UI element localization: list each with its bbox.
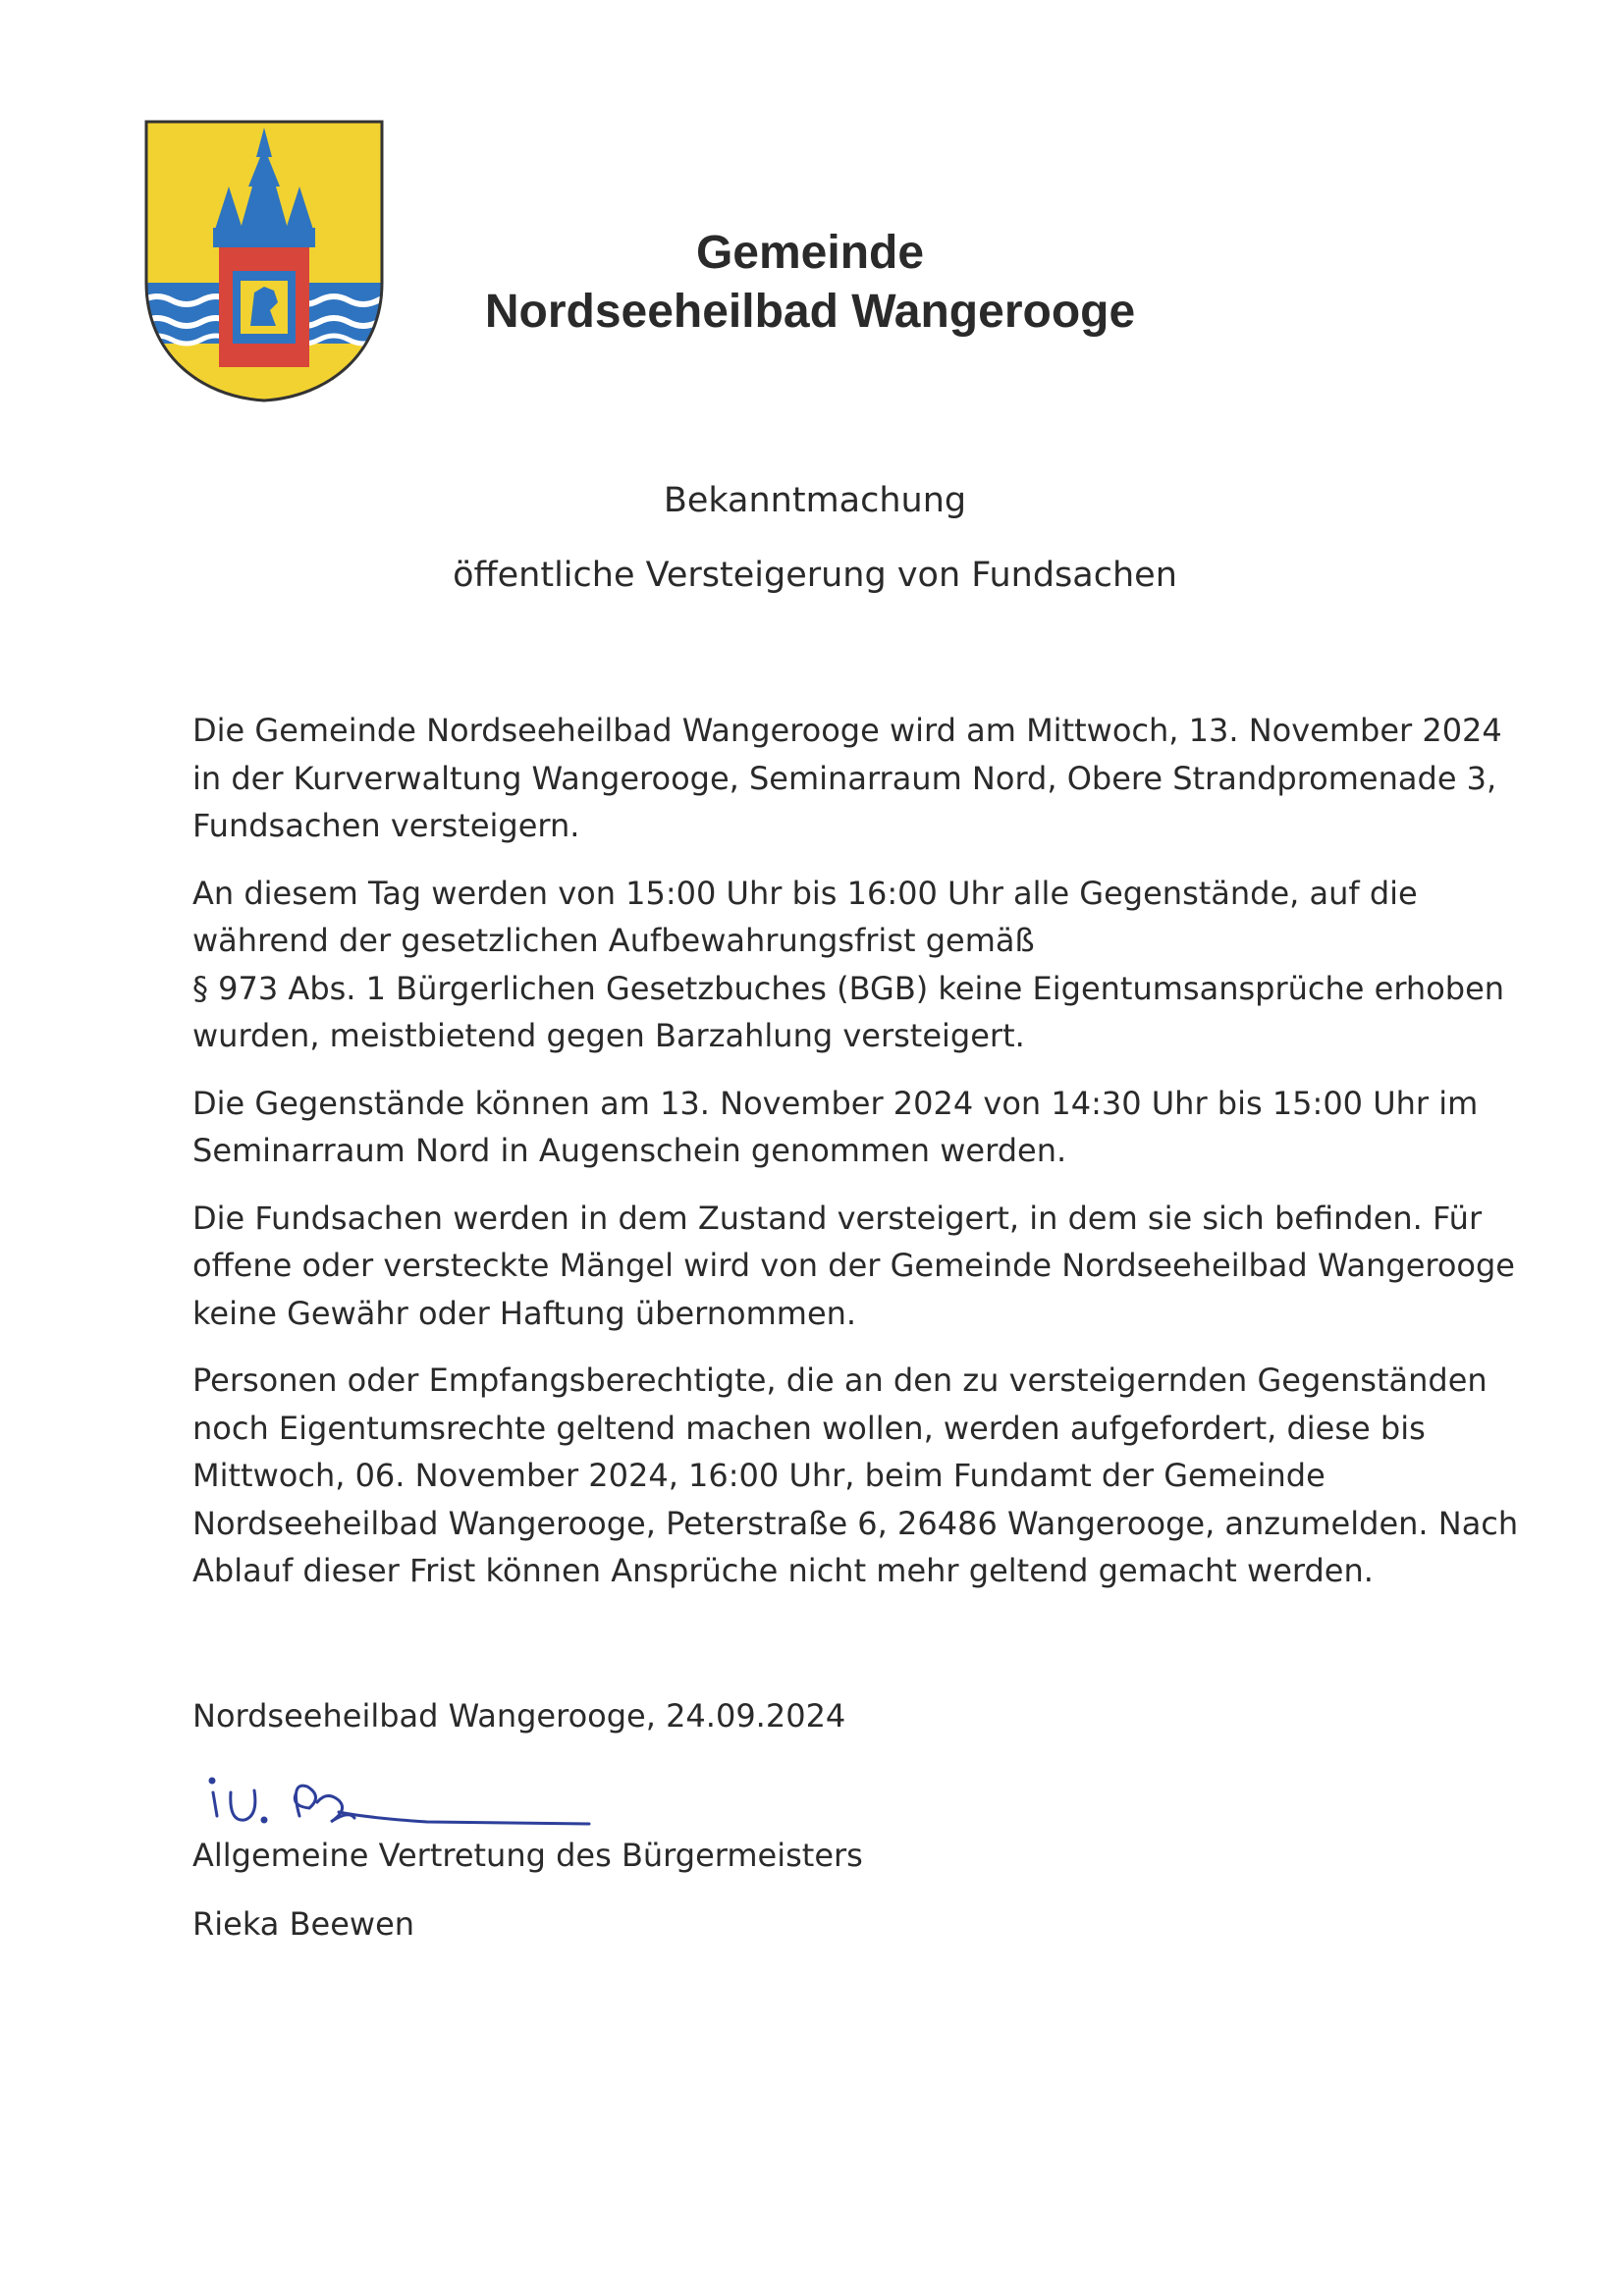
text-line: Mittwoch, 06. November 2024, 16:00 Uhr, beim Fundamt der Gemeinde [192, 1457, 1325, 1494]
paragraph-inspection [192, 1080, 1479, 1175]
text-line: Fundsachen versteigern. [192, 807, 580, 844]
letterhead-line1: Gemeinde [695, 227, 925, 279]
notice-body [192, 707, 1519, 1615]
text-line: in der Kurverwaltung Wangerooge, Seminarraum Nord, Obere Strandpromenade 3, [192, 759, 1497, 797]
text-line: § 973 Abs. 1 Bürgerlichen Gesetzbuches (BGB) keine Eigentumsansprüche erhoben [192, 969, 1505, 1007]
text-line: keine Gewähr oder Haftung übernommen. [192, 1294, 857, 1332]
subject-subtitle: öffentliche Versteigerung von Fundsachen [453, 556, 1177, 595]
text-line: wurden, meistbietend gegen Barzahlung versteigert. [192, 1017, 1025, 1054]
letterhead-line2: Nordseeheilbad Wangerooge [484, 286, 1136, 338]
text-line: Nordseeheilbad Wangerooge, Peterstraße 6, 26486 Wangerooge, anzumelden. Nach [192, 1504, 1519, 1542]
municipal-coat-of-arms-icon [142, 118, 386, 404]
paragraph-claims [192, 1357, 1519, 1595]
text-line: Seminarraum Nord in Augenschein genommen werden. [192, 1132, 1067, 1169]
text-line: Die Gegenstände können am 13. November 2024 von 14:30 Uhr bis 15:00 Uhr im [192, 1084, 1479, 1122]
subject-title: Bekanntmachung [663, 481, 967, 520]
paragraph-auction-time [192, 870, 1505, 1060]
text-line: An diesem Tag werden von 15:00 Uhr bis 16:00 Uhr alle Gegenstände, auf die [192, 874, 1418, 912]
text-line: Die Gemeinde Nordseeheilbad Wangerooge wird am Mittwoch, 13. November 2024 [192, 712, 1502, 749]
letterhead [393, 224, 1227, 342]
text-line: noch Eigentumsrechte geltend machen wollen, werden aufgefordert, diese bis [192, 1409, 1426, 1447]
paragraph-announcement [192, 707, 1502, 850]
text-line: Ablauf dieser Frist können Ansprüche nicht mehr geltend gemacht werden. [192, 1552, 1374, 1589]
paragraph-liability [192, 1195, 1515, 1338]
text-line: offene oder versteckte Mängel wird von der Gemeinde Nordseeheilbad Wangerooge [192, 1247, 1515, 1284]
text-line: Die Fundsachen werden in dem Zustand versteigert, in dem sie sich befinden. Für [192, 1199, 1483, 1237]
text-line: Personen oder Empfangsberechtigte, die an den zu versteigernden Gegenständen [192, 1362, 1488, 1399]
signatory-role: Allgemeine Vertretung des Bürgermeisters [192, 1837, 863, 1874]
signatory-name: Rieka Beewen [192, 1905, 415, 1943]
place-date: Nordseeheilbad Wangerooge, 24.09.2024 [192, 1697, 846, 1735]
text-line: während der gesetzlichen Aufbewahrungsfrist gemäß [192, 922, 1035, 959]
